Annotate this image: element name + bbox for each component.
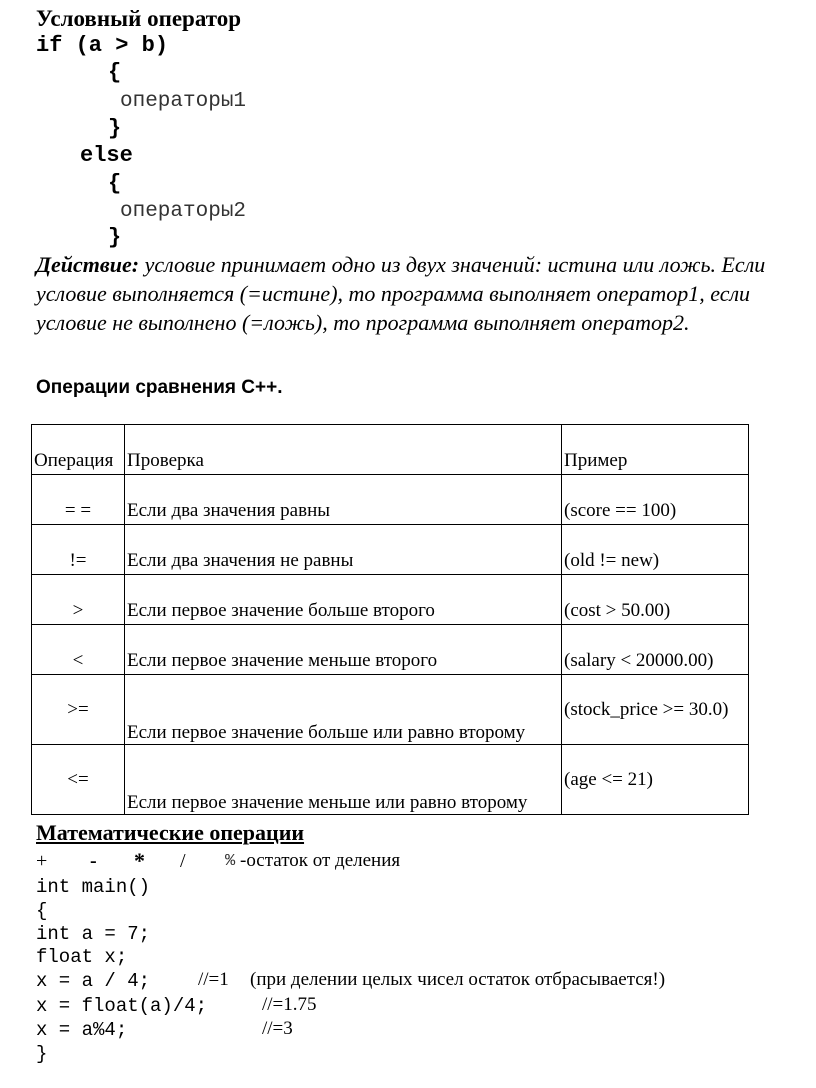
math-op-divide: / — [180, 850, 186, 872]
cell-check: Если первое значение меньше или равно второму — [125, 745, 562, 815]
cell-example: (old != new) — [562, 525, 749, 575]
math-op-minus: - — [90, 850, 97, 872]
cell-example: (salary < 20000.00) — [562, 625, 749, 675]
table-row — [32, 575, 749, 625]
action-text: условие принимает одно из двух значений: истина или ложь. Если условие выполняется (=истине), то программа выполняет оператор1, если условие не выполнено (=ложь), то программа выполняет оператор2. — [36, 252, 766, 335]
code-open-brace-2: { — [108, 171, 122, 196]
code-if-line: if (a > b) — [36, 33, 169, 58]
code-close-brace-2: } — [108, 225, 122, 250]
code-line-5-note: (при делении целых чисел остаток отбрасывается!) — [250, 969, 666, 990]
cell-op: <= — [32, 745, 125, 815]
cell-example: (stock_price >= 30.0) — [562, 675, 749, 745]
cell-example: (age <= 21) — [562, 745, 749, 815]
cell-op: = = — [32, 475, 125, 525]
cell-check: Если первое значение больше или равно второму — [125, 675, 562, 745]
code-line-5-comment: //=1 — [198, 969, 229, 990]
table-row — [32, 745, 749, 815]
cell-op: >= — [32, 675, 125, 745]
action-label: Действие: — [36, 252, 140, 277]
cell-check: Если первое значение меньше второго — [125, 625, 562, 675]
cell-op: < — [32, 625, 125, 675]
action-paragraph — [36, 250, 806, 337]
table-row — [32, 625, 749, 675]
code-open-brace-1: { — [108, 60, 122, 85]
code-line-6: x = float(a)/4; — [36, 995, 208, 1017]
code-line-5: x = a / 4; — [36, 970, 151, 992]
section-title-math: Математические операции — [36, 820, 305, 845]
code-line-7-comment: //=3 — [262, 1018, 293, 1039]
section-title-comparison: Операции сравнения С++. — [36, 377, 283, 398]
cell-op: > — [32, 575, 125, 625]
table-header-row — [32, 425, 749, 475]
table-row — [32, 675, 749, 745]
code-line-3: int a = 7; — [36, 923, 151, 945]
header-cell-check: Проверка — [125, 425, 562, 475]
cell-example: (score == 100) — [562, 475, 749, 525]
code-close-brace-1: } — [108, 116, 122, 141]
section-title-conditional: Условный оператор — [36, 6, 242, 31]
code-line-4: float x; — [36, 946, 128, 968]
math-mod-note: -остаток от деления — [240, 850, 401, 871]
math-op-plus: + — [36, 850, 48, 872]
cell-check: Если два значения не равны — [125, 525, 562, 575]
code-line-2: { — [36, 900, 48, 922]
code-line-1: int main() — [36, 876, 151, 898]
code-else-line: else — [80, 143, 133, 168]
header-cell-example: Пример — [562, 425, 749, 475]
cell-op: != — [32, 525, 125, 575]
math-op-multiply: * — [134, 848, 145, 873]
code-body-2: операторы2 — [120, 200, 247, 223]
header-cell-operation: Операция — [32, 425, 125, 475]
code-line-6-comment: //=1.75 — [262, 994, 317, 1015]
code-line-8: } — [36, 1043, 48, 1065]
comparison-table — [31, 424, 749, 815]
table-row — [32, 475, 749, 525]
code-line-7: x = a%4; — [36, 1019, 128, 1041]
math-op-modulo: % — [225, 852, 236, 871]
code-body-1: операторы1 — [120, 90, 247, 113]
cell-check: Если первое значение больше второго — [125, 575, 562, 625]
cell-example: (cost > 50.00) — [562, 575, 749, 625]
cell-check: Если два значения равны — [125, 475, 562, 525]
table-row — [32, 525, 749, 575]
